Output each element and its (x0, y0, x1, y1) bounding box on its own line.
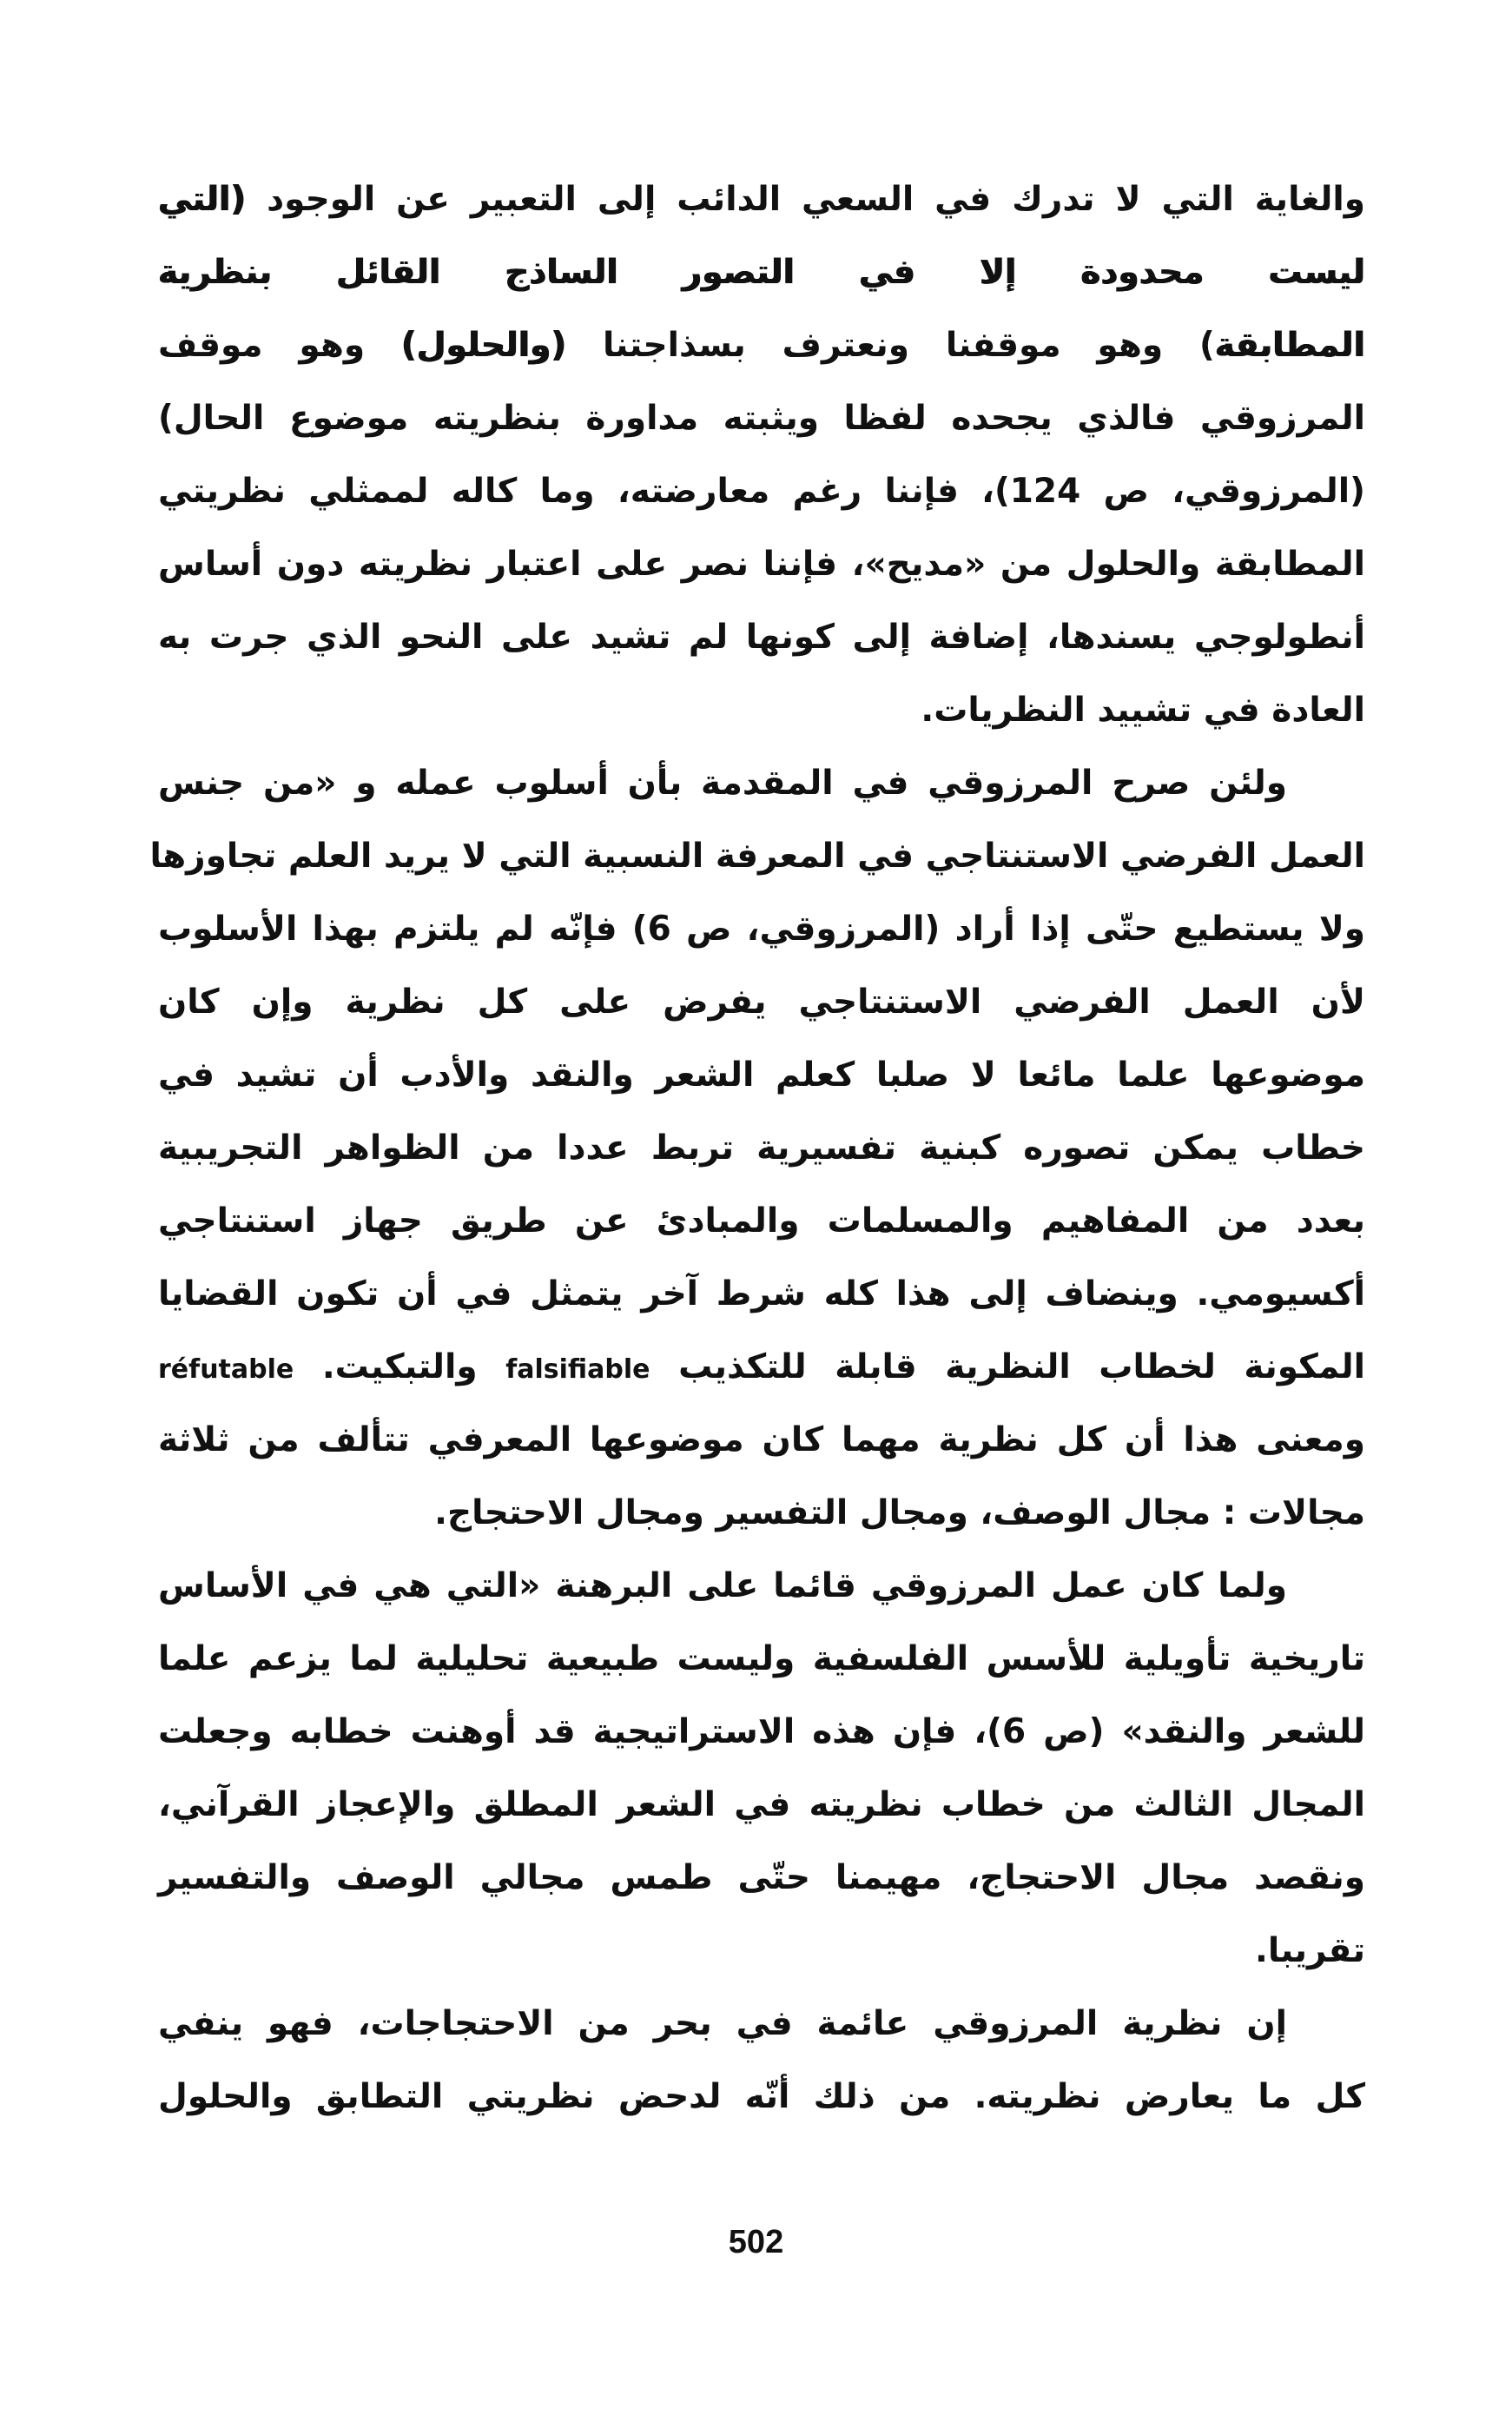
text-segment: ولا يستطيع حتّى إذا أراد (المرزوقي، ص 6) فإنّه لم يلتزم بهذا الأسلوب (158, 910, 1365, 949)
text-line (158, 1696, 1365, 1769)
text-segment: مجالات : مجال الوصف، ومجال التفسير ومجال الاحتجاج. (434, 1493, 1365, 1532)
text-segment: وهو موقف (158, 326, 401, 365)
text-segment: أنطولوجي يسندها، إضافة إلى كونها لم تشيد على النحو الذي جرت به (158, 618, 1365, 657)
text-line (158, 1039, 1365, 1112)
text-segment: إن نظرية المرزوقي عائمة في بحر من الاحتجاجات، فهو ينفي (158, 2004, 1287, 2043)
text-line (158, 2061, 1365, 2134)
text-line (158, 1477, 1365, 1550)
text-line (158, 1842, 1365, 1915)
text-line (158, 236, 1365, 309)
text-segment: العادة في تشييد النظريات. (921, 691, 1365, 730)
latin-term: réfutable (158, 1354, 294, 1385)
text-segment: المطابقة والحلول من «مديح»، فإننا نصر على اعتبار نظريته دون أساس (158, 545, 1365, 584)
text-line (158, 1988, 1365, 2061)
text-line (158, 1404, 1365, 1477)
text-segment: المكونة لخطاب النظرية قابلة للتكذيب (650, 1347, 1366, 1386)
text-segment: كل ما يعارض نظريته. من ذلك أنّه لدحض نظريتي التطابق والحلول (158, 2077, 1365, 2116)
document-body (149, 163, 1366, 2134)
text-segment: ولما كان عمل المرزوقي قائما على البرهنة «التي هي في الأساس (158, 1566, 1287, 1605)
text-segment: العمل الفرضي الاستنتاجي في المعرفة النسبية التي لا يريد العلم تجاوزها (149, 837, 1365, 876)
text-segment: والتبكيت. (294, 1347, 506, 1386)
text-segment: ونقصد مجال الاحتجاج، مهيمنا حتّى طمس مجالي الوصف والتفسير (158, 1858, 1365, 1897)
text-line (158, 747, 1365, 820)
text-segment: ) وهو موقفنا ونعترف بسذاجتنا (566, 326, 1215, 365)
text-line (158, 163, 1365, 236)
text-line (158, 382, 1365, 455)
bold-text-segment: (التي (158, 180, 247, 219)
text-line (158, 1550, 1365, 1623)
text-line (158, 1258, 1365, 1331)
text-line (158, 893, 1365, 966)
text-line (158, 455, 1365, 528)
text-segment: أكسيومي. وينضاف إلى هذا كله شرط آخر يتمثل في أن تكون القضايا (158, 1274, 1365, 1314)
bold-text-segment: المطابقة (1214, 326, 1365, 365)
latin-term: falsifiable (505, 1354, 650, 1385)
bold-text-segment: ليست محدودة إلا في التصور الساذج القائل بنظرية (158, 253, 1365, 292)
text-segment: المرزوقي فالذي يجحده لفظا ويثبته مداورة بنظريته موضوع الحال) (158, 399, 1365, 438)
text-line (158, 1112, 1365, 1185)
text-segment: خطاب يمكن تصوره كبنية تفسيرية تربط عددا من الظواهر التجريبية (158, 1128, 1365, 1168)
text-segment: المجال الثالث من خطاب نظريته في الشعر المطلق والإعجاز القرآني، (158, 1785, 1365, 1824)
text-line (158, 1915, 1365, 1988)
text-segment: للشعر والنقد» (ص 6)، فإن هذه الاستراتيجية قد أوهنت خطابه وجعلت (158, 1712, 1365, 1751)
text-line (158, 966, 1365, 1039)
text-line (158, 528, 1365, 601)
text-line (158, 601, 1365, 674)
text-line (158, 309, 1365, 382)
text-segment: (المرزوقي، ص 124)، فإننا رغم معارضته، وما كاله لممثلي نظريتي (158, 472, 1365, 511)
text-line (158, 674, 1365, 747)
text-line (158, 1623, 1365, 1696)
text-line (158, 1331, 1365, 1404)
page-number: 502 (728, 2224, 784, 2260)
text-line (158, 1185, 1365, 1258)
bold-text-segment: (والحلول) (400, 326, 567, 365)
text-segment: ولئن صرح المرزوقي في المقدمة بأن أسلوب عمله و «من جنس (158, 764, 1287, 803)
text-segment: تاريخية تأويلية للأسس الفلسفية وليست طبيعية تحليلية لما يزعم علما (158, 1639, 1365, 1678)
text-segment: والغاية التي لا تدرك في السعي الدائب إلى التعبير عن الوجود (246, 180, 1365, 219)
text-segment: ومعنى هذا أن كل نظرية مهما كان موضوعها المعرفي تتألف من ثلاثة (158, 1420, 1365, 1459)
text-segment: موضوعها علما مائعا لا صلبا كعلم الشعر والنقد والأدب أن تشيد في (158, 1055, 1365, 1095)
text-segment: بعدد من المفاهيم والمسلمات والمبادئ عن طريق جهاز استنتاجي (158, 1201, 1365, 1241)
text-line (158, 1769, 1365, 1842)
text-segment: لأن العمل الفرضي الاستنتاجي يفرض على كل نظرية وإن كان (158, 983, 1365, 1022)
text-line (149, 820, 1365, 893)
text-segment: تقريبا. (1255, 1931, 1365, 1970)
